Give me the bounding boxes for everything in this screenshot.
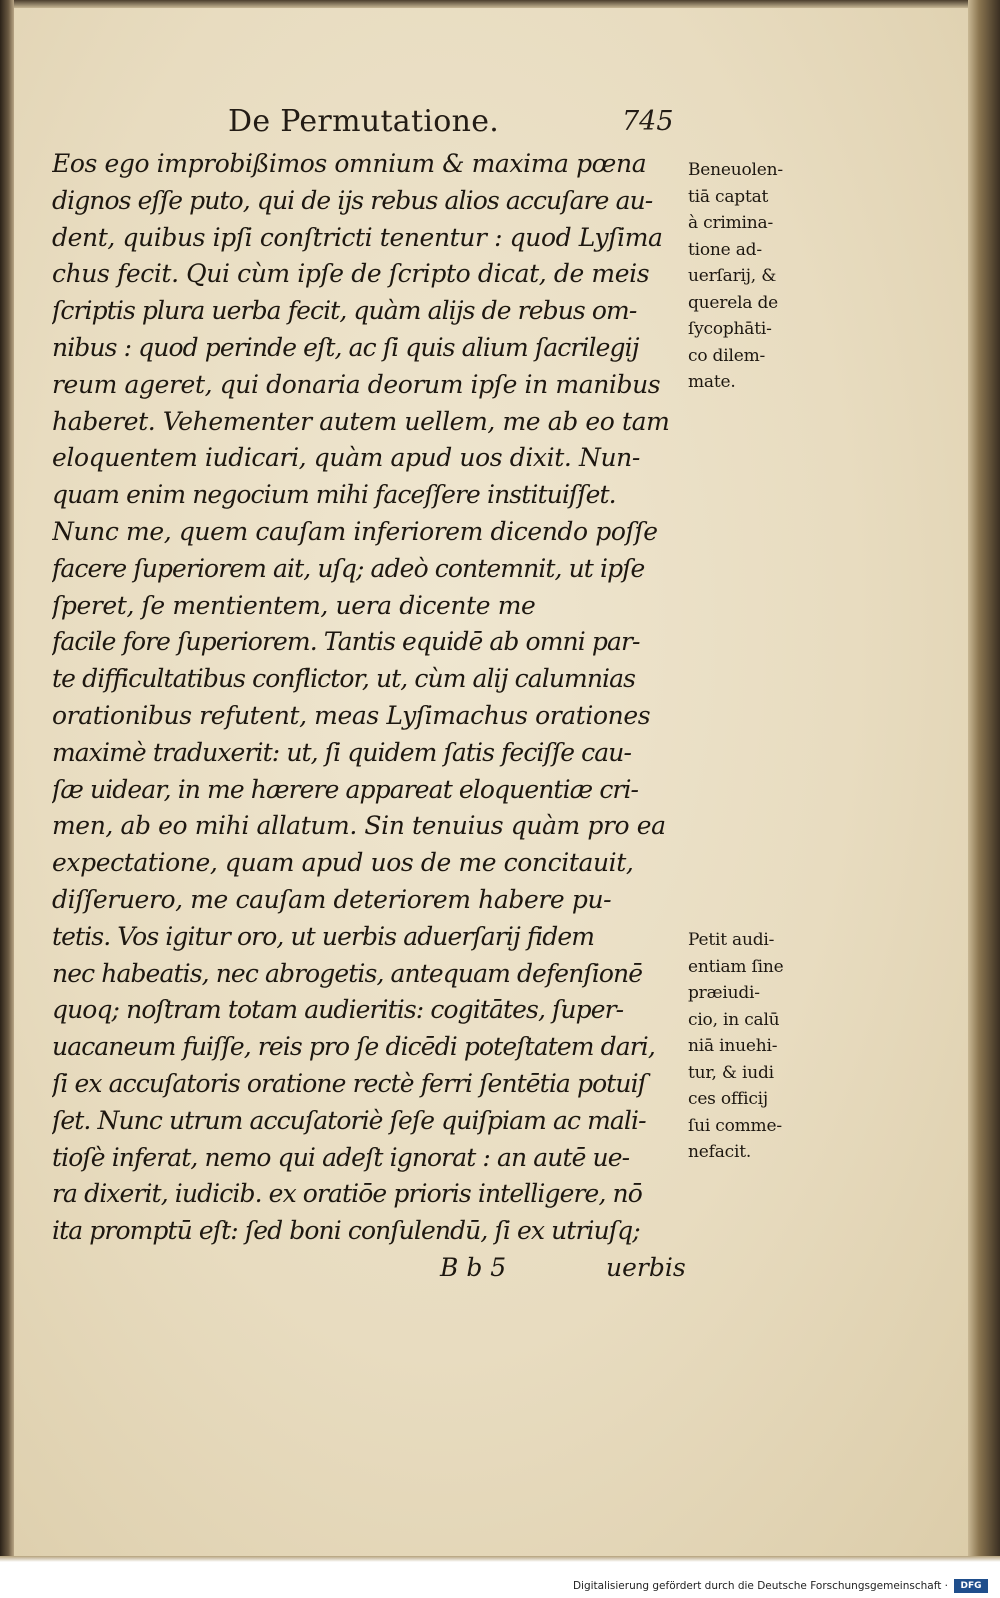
signature-mark: B b 5 bbox=[440, 1253, 507, 1282]
text-line: facile fore ſuperiorem. Tantis equidē ab omni par- bbox=[52, 627, 640, 657]
catchword: uerbis bbox=[606, 1253, 686, 1282]
marginal-note bbox=[688, 927, 818, 1166]
marginal-note-line: ſycophāti- bbox=[688, 319, 772, 339]
marginal-note-line: præiudi- bbox=[688, 983, 760, 1003]
text-line: reum ageret, qui donaria deorum ipſe in manibus bbox=[52, 369, 661, 399]
running-title: De Permutatione. bbox=[228, 104, 500, 139]
text-line: quoq; noſtram totam audieritis: cogitātes, ſuper- bbox=[52, 995, 624, 1025]
main-text-block bbox=[52, 146, 684, 1250]
text-line: chus fecit. Qui cùm ipſe de ſcripto dicat, de meis bbox=[52, 259, 650, 289]
text-line: expectatione, quam apud uos de me concitauit, bbox=[52, 848, 634, 878]
marginal-note-line: tur, & iudi bbox=[688, 1062, 774, 1083]
text-line: ſi ex accuſatoris oratione rectè ferri ſentētia potuiſ bbox=[52, 1068, 647, 1098]
marginal-note-line: ſui comme- bbox=[688, 1115, 782, 1136]
text-line: ſcriptis plura uerba fecit, quàm alijs de rebus om- bbox=[52, 296, 637, 326]
text-line: Eos ego improbißimos omnium & maxima pœna bbox=[52, 149, 647, 178]
text-line: orationibus refutent, meas Lyſimachus orationes bbox=[52, 700, 651, 730]
marginal-note-line: niā inuehi- bbox=[688, 1036, 778, 1056]
marginal-note-line: entiam ſine bbox=[688, 956, 784, 977]
marginal-note-line: mate. bbox=[688, 372, 736, 392]
marginal-note-line: co dilem- bbox=[688, 345, 766, 366]
text-line: dignos eſſe puto, qui de ijs rebus alios accuſare au- bbox=[52, 185, 653, 215]
marginal-note-line: ces officij bbox=[688, 1089, 768, 1109]
text-line: facere ſuperiorem ait, uſq; adeò contemnit, ut ipſe bbox=[52, 553, 645, 583]
text-line: dent, quibus ipſi conſtricti tenentur : quod Lyſima bbox=[52, 222, 663, 252]
page-top-shadow bbox=[0, 0, 1000, 8]
text-line: eloquentem iudicari, quàm apud uos dixit. Nun- bbox=[52, 443, 640, 473]
text-line: Nunc me, quem cauſam inferiorem dicendo poſſe bbox=[52, 516, 658, 546]
marginal-note bbox=[688, 157, 818, 396]
text-line: nec habeatis, nec abrogetis, antequam defenſionē bbox=[52, 958, 643, 988]
catchword-line bbox=[440, 1253, 690, 1289]
text-line: ſæ uidear, in me hærere appareat eloquentiæ cri- bbox=[52, 774, 639, 804]
text-line: ita promptū eſt: ſed boni conſulendū, ſi ex utriuſq; bbox=[52, 1216, 640, 1246]
running-head bbox=[0, 104, 1000, 144]
funding-credit: Digitalisierung gefördert durch die Deutsche Forschungsgemeinschaft · bbox=[572, 1580, 948, 1592]
marginal-note-line: tiā captat bbox=[688, 186, 769, 207]
page-gutter-shadow bbox=[0, 0, 14, 1560]
marginal-note-line: uerſarij, & bbox=[688, 266, 777, 286]
dfg-logo-icon: DFG bbox=[954, 1579, 988, 1593]
text-line: men, ab eo mihi allatum. Sin tenuius quàm pro ea bbox=[52, 811, 666, 841]
marginal-note-line: cio, in calū bbox=[688, 1009, 780, 1030]
text-line: tetis. Vos igitur oro, ut uerbis aduerſarij fidem bbox=[52, 921, 595, 951]
text-line: haberet. Vehementer autem uellem, me ab eo tam bbox=[52, 406, 670, 436]
text-line: nibus : quod perinde eſt, ac ſi quis alium ſacrilegij bbox=[52, 332, 639, 362]
page-number: 745 bbox=[622, 106, 674, 137]
page-fore-edge-shadow bbox=[968, 0, 1000, 1560]
marginal-note-line: nefacit. bbox=[688, 1142, 752, 1162]
text-line: ſet. Nunc utrum accuſatoriè ſeſe quiſpiam ac mali- bbox=[52, 1105, 646, 1135]
marginal-note-line: à crimina- bbox=[688, 213, 774, 233]
text-line: te difficultatibus conflictor, ut, cùm alij calumnias bbox=[52, 664, 636, 694]
marginal-note-line: Beneuolen- bbox=[688, 160, 783, 180]
text-line: maximè traduxerit: ut, ſi quidem ſatis feciſſe cau- bbox=[52, 737, 632, 767]
digitization-footer bbox=[0, 1576, 1000, 1598]
marginal-note-line: Petit audi- bbox=[688, 930, 775, 950]
page-bottom-edge bbox=[0, 1556, 1000, 1562]
text-line: tioſè inferat, nemo qui adeſt ignorat : an autē ue- bbox=[52, 1142, 630, 1172]
marginal-note-line: tione ad- bbox=[688, 239, 762, 260]
text-line: ra dixerit, iudicib. ex oratiōe prioris intelligere, nō bbox=[52, 1179, 642, 1209]
text-line: ſperet, ſe mentientem, uera dicente me bbox=[52, 590, 536, 620]
text-line: quam enim negocium mihi faceſſere instituiſſet. bbox=[52, 480, 616, 510]
text-line: uacaneum fuiſſe, reis pro ſe dicēdi poteſtatem dari, bbox=[52, 1032, 655, 1062]
text-line: diſſeruero, me cauſam deteriorem habere pu- bbox=[52, 884, 612, 914]
marginal-note-line: querela de bbox=[688, 292, 778, 313]
